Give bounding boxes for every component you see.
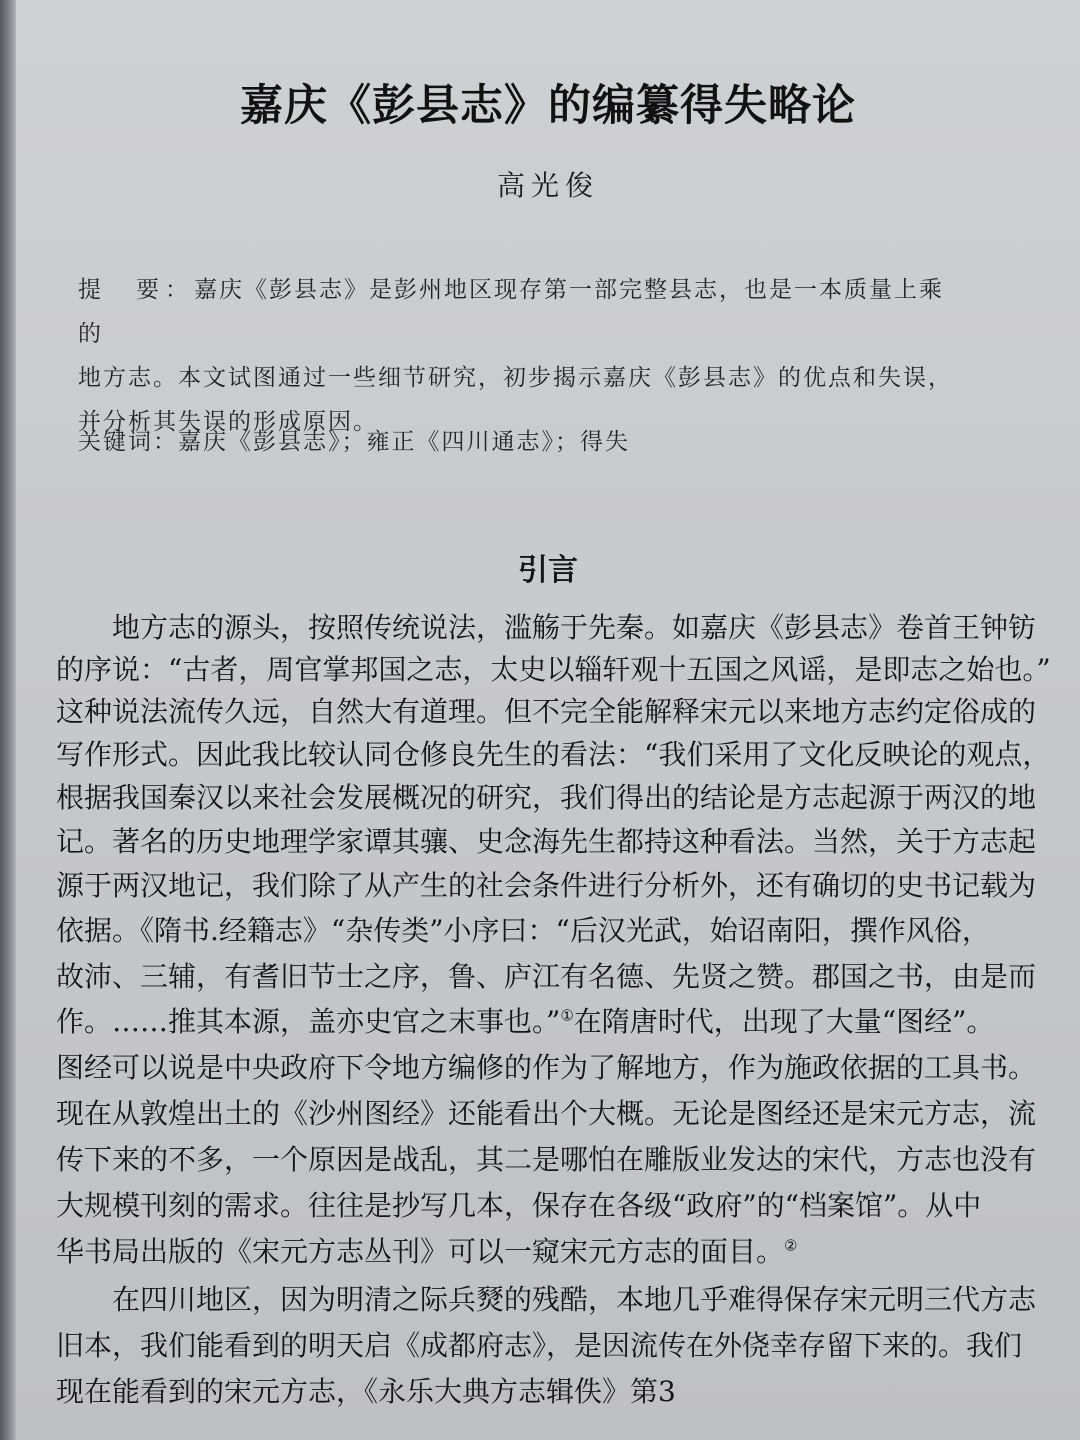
article-title: 嘉庆《彭县志》的编纂得失略论 bbox=[240, 81, 856, 131]
body-line: 写作形式。因此我比较认同仓修良先生的看法：“我们采用了文化反映论的观点， bbox=[56, 738, 1051, 771]
abstract-label: 提 要： bbox=[78, 277, 194, 303]
abstract-line: 地方志。本文试图通过一些细节研究，初步揭示嘉庆《彭县志》的优点和失误， bbox=[78, 365, 953, 391]
body-line: 旧本，我们能看到的明天启《成都府志》，是因流传在外侥幸存留下来的。我们 bbox=[56, 1329, 1023, 1362]
section-heading: 引言 bbox=[518, 553, 578, 588]
body-line: 传下来的不多，一个原因是战乱，其二是哪怕在雕版业发达的宋代，方志也没有 bbox=[56, 1143, 1037, 1176]
body-line: 记。著名的历史地理学家谭其骧、史念海先生都持这种看法。当然，关于方志起 bbox=[56, 825, 1037, 858]
footnote-marker: ① bbox=[560, 1006, 574, 1025]
body-line: 华书局出版的《宋元方志丛刊》可以一窥宋元方志的面目。② bbox=[56, 1235, 798, 1268]
body-line: 大规模刊刻的需求。往往是抄写几本，保存在各级“政府”的“档案馆”。从中 bbox=[56, 1189, 982, 1222]
keywords-text: 嘉庆《彭县志》；雍正《四川通志》；得失 bbox=[178, 429, 630, 455]
body-line: 源于两汉地记，我们除了从产生的社会条件进行分析外，还有确切的史书记载为 bbox=[56, 869, 1037, 902]
book-spine-shadow bbox=[0, 0, 16, 1440]
body-line: 的序说：“古者，周官掌邦国之志，太史以辎轩观十五国之风谣，是即志之始也。” bbox=[56, 653, 1051, 686]
body-line: 图经可以说是中央政府下令地方编修的作为了解地方，作为施政依据的工具书。 bbox=[56, 1051, 1037, 1084]
abstract-block bbox=[78, 268, 968, 444]
book-page bbox=[16, 0, 1080, 1440]
footnote-marker: ② bbox=[784, 1236, 798, 1255]
body-line: 现在从敦煌出土的《沙州图经》还能看出个大概。无论是图经还是宋元方志，流 bbox=[56, 1097, 1037, 1130]
body-line: 根据我国秦汉以来社会发展概况的研究，我们得出的结论是方志起源于两汉的地 bbox=[56, 781, 1037, 814]
body-line: 作。……推其本源，盖亦史官之末事也。”①在隋唐时代，出现了大量“图经”。 bbox=[56, 1005, 995, 1038]
abstract-line: 提 要：嘉庆《彭县志》是彭州地区现存第一部完整县志，也是一本质量上乘的 bbox=[78, 277, 944, 347]
body-line: 在四川地区，因为明清之际兵燹的残酷，本地几乎难得保存宋元明三代方志 bbox=[56, 1283, 1037, 1316]
body-line: 故沛、三辅，有耆旧节士之序，鲁、庐江有名德、先贤之赞。郡国之书，由是而 bbox=[56, 960, 1037, 993]
body-line: 这种说法流传久远，自然大有道理。但不完全能解释宋元以来地方志约定俗成的 bbox=[56, 695, 1037, 728]
keywords-block bbox=[78, 420, 968, 464]
article-author: 高光俊 bbox=[496, 169, 599, 202]
abstract-line: 并分析其失误的形成原因。 bbox=[78, 409, 378, 435]
body-line: 现在能看到的宋元方志，《永乐大典方志辑佚》第3 bbox=[56, 1375, 676, 1408]
body-line: 地方志的源头，按照传统说法，滥觞于先秦。如嘉庆《彭县志》卷首王钟钫 bbox=[56, 611, 1037, 644]
keywords-label: 关键词： bbox=[78, 429, 178, 455]
body-line: 依据。《隋书.经籍志》“杂传类”小序曰：“后汉光武，始诏南阳，撰作风俗， bbox=[56, 914, 990, 947]
